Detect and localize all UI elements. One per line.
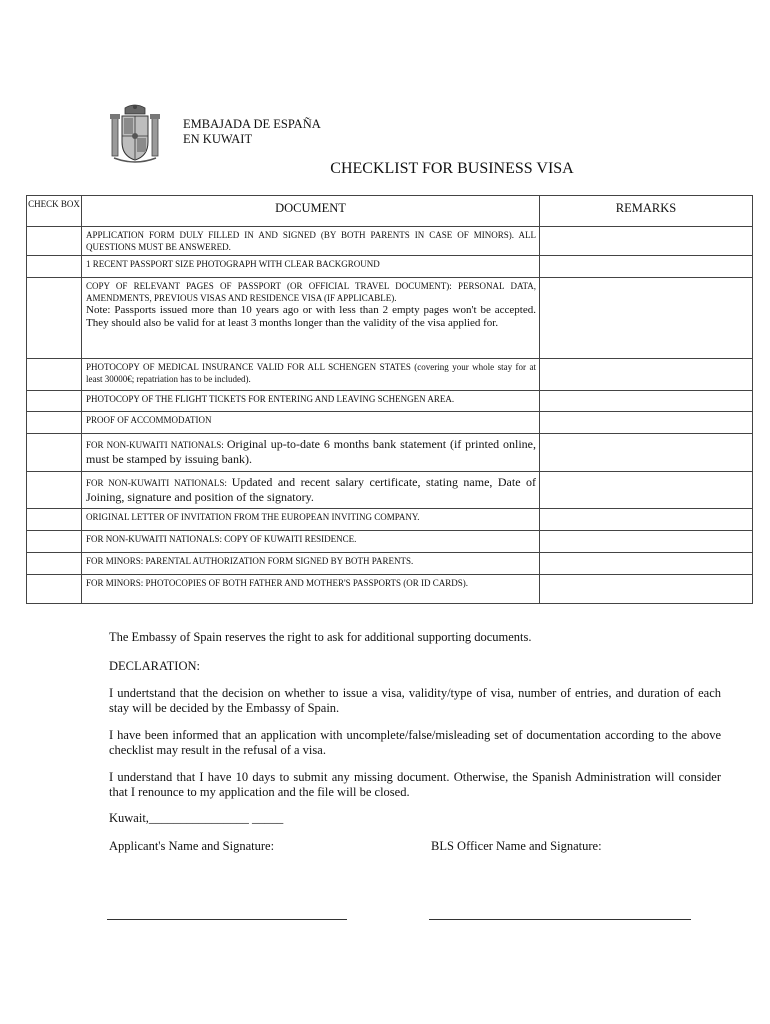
check-box-cell[interactable] [27, 575, 82, 604]
table-row [27, 391, 753, 412]
document-text: PHOTOCOPY OF THE FLIGHT TICKETS FOR ENTERING AND LEAVING SCHENGEN AREA. [86, 394, 455, 404]
document-cell [82, 553, 540, 575]
check-box-header: CHECK BOX [27, 196, 82, 227]
document-cell [82, 509, 540, 531]
document-cell [82, 531, 540, 553]
applicant-signature-line[interactable] [107, 919, 347, 920]
document-text: FOR MINORS: PARENTAL AUTHORIZATION FORM SIGNED BY BOTH PARENTS. [86, 556, 414, 566]
document-text: 1 RECENT PASSPORT SIZE PHOTOGRAPH WITH CLEAR BACKGROUND [86, 259, 380, 269]
check-box-cell[interactable] [27, 391, 82, 412]
table-row [27, 509, 753, 531]
spain-coat-of-arms-icon [110, 104, 160, 166]
document-text: PROOF OF ACCOMMODATION [86, 415, 212, 425]
table-header-row [27, 196, 753, 227]
officer-signature-label: BLS Officer Name and Signature: [431, 839, 602, 853]
check-box-cell[interactable] [27, 412, 82, 434]
document-note: Note: Passports issued more than 10 years ago or with less than 2 empty pages won't be accepted. They should also be valid for at least 3 months longer than the validity of the visa applied for. [86, 304, 536, 329]
table-row [27, 256, 753, 278]
check-box-cell[interactable] [27, 359, 82, 391]
place-date-field[interactable]: Kuwait,________________ _____ [109, 811, 284, 825]
document-text: ORIGINAL LETTER OF INVITATION FROM THE EUROPEAN INVITING COMPANY. [86, 512, 420, 522]
document-cell [82, 227, 540, 256]
declaration-paragraph-3: I understand that I have 10 days to submit any missing document. Otherwise, the Spanish Administration will consider that I renounce to my application and the file will be closed. [109, 770, 721, 799]
officer-signature-line[interactable] [429, 919, 691, 920]
document-text: FOR NON-KUWAITI NATIONALS: [86, 440, 224, 450]
embassy-name: EMBAJADA DE ESPAÑA [183, 117, 321, 131]
declaration-paragraph-1: I undertstand that the decision on whether to issue a visa, validity/type of visa, number of entries, and duration of each stay will be decided by the Embassy of Spain. [109, 686, 721, 715]
check-box-cell[interactable] [27, 509, 82, 531]
table-row [27, 227, 753, 256]
remarks-cell[interactable] [540, 553, 753, 575]
table-row [27, 359, 753, 391]
document-text: FOR NON-KUWAITI NATIONALS: COPY OF KUWAITI RESIDENCE. [86, 534, 357, 544]
remarks-header: REMARKS [540, 196, 753, 227]
table-row [27, 472, 753, 509]
table-row [27, 412, 753, 434]
embassy-header [183, 117, 321, 146]
document-header: DOCUMENT [82, 196, 540, 227]
check-box-cell[interactable] [27, 256, 82, 278]
table-row [27, 434, 753, 472]
remarks-cell[interactable] [540, 575, 753, 604]
remarks-cell[interactable] [540, 472, 753, 509]
document-cell [82, 278, 540, 359]
reserve-statement: The Embassy of Spain reserves the right to ask for additional supporting documents. [109, 630, 532, 644]
document-cell [82, 575, 540, 604]
declaration-title: DECLARATION: [109, 659, 200, 673]
document-text: APPLICATION FORM DULY FILLED IN AND SIGNED (BY BOTH PARENTS IN CASE OF MINORS). ALL QUESTIONS MUST BE ANSWERED. [86, 230, 536, 252]
document-cell [82, 434, 540, 472]
document-detail-text: Original up-to-date 6 months bank statement (if printed online, must be stamped by issuing bank). [86, 437, 537, 466]
remarks-cell[interactable] [540, 227, 753, 256]
remarks-cell[interactable] [540, 391, 753, 412]
check-box-cell[interactable] [27, 531, 82, 553]
table-row [27, 553, 753, 575]
table-row [27, 278, 753, 359]
checklist-table [26, 195, 753, 604]
document-cell [82, 391, 540, 412]
applicant-signature-label: Applicant's Name and Signature: [109, 839, 275, 853]
page-title: CHECKLIST FOR BUSINESS VISA [330, 160, 574, 177]
document-text: FOR NON-KUWAITI NATIONALS: [86, 478, 227, 488]
remarks-cell[interactable] [540, 278, 753, 359]
remarks-cell[interactable] [540, 434, 753, 472]
document-cell [82, 412, 540, 434]
table-row [27, 575, 753, 604]
check-box-cell[interactable] [27, 227, 82, 256]
check-box-cell[interactable] [27, 553, 82, 575]
remarks-cell[interactable] [540, 256, 753, 278]
document-text: PHOTOCOPY OF MEDICAL INSURANCE VALID FOR ALL SCHENGEN STATES (covering your whole stay for at least 30000€; repatriation has to be included). [86, 362, 536, 384]
remarks-cell[interactable] [540, 509, 753, 531]
remarks-cell[interactable] [540, 531, 753, 553]
declaration-paragraph-2: I have been informed that an application with uncomplete/false/misleading set of documentation according to the above checklist may result in the refusal of a visa. [109, 728, 721, 757]
remarks-cell[interactable] [540, 412, 753, 434]
document-cell [82, 359, 540, 391]
document-detail-text: Updated and recent salary certificate, stating name, Date of Joining, signature and position of the signatory. [86, 475, 537, 504]
document-cell [82, 256, 540, 278]
table-row [27, 531, 753, 553]
check-box-cell[interactable] [27, 472, 82, 509]
remarks-cell[interactable] [540, 359, 753, 391]
embassy-location: EN KUWAIT [183, 131, 253, 146]
check-box-cell[interactable] [27, 278, 82, 359]
document-text: FOR MINORS: PHOTOCOPIES OF BOTH FATHER AND MOTHER'S PASSPORTS (OR ID CARDS). [86, 578, 468, 588]
check-box-cell[interactable] [27, 434, 82, 472]
document-cell [82, 472, 540, 509]
document-text: COPY OF RELEVANT PAGES OF PASSPORT (OR OFFICIAL TRAVEL DOCUMENT): PERSONAL DATA, AMENDMENTS, PREVIOUS VISAS AND RESIDENCE VISA (IF APPLICABLE). [86, 281, 536, 303]
